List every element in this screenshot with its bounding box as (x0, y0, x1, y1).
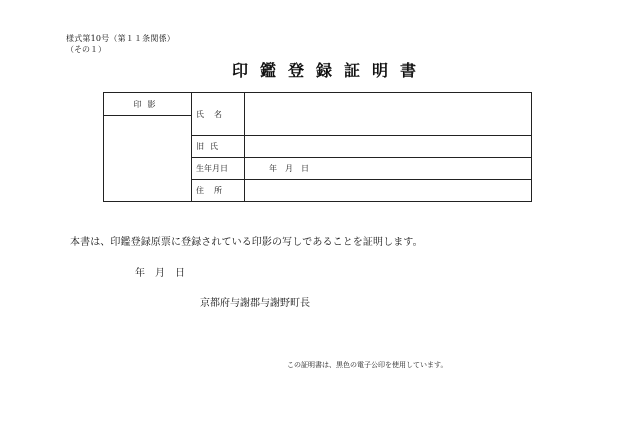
certification-statement: 本書は、印鑑登録原票に登録されている印影の写しであることを証明します。 (70, 237, 423, 248)
birthdate-value-cell (245, 158, 532, 180)
form-number: 様式第10号（第１１条関係） (66, 34, 175, 43)
name-value-cell (245, 93, 532, 136)
imprint-label-cell (104, 93, 192, 116)
document-title: 印鑑登録証明書 (231, 61, 428, 80)
birthdate-label: 生年月日 (196, 164, 228, 173)
issuer-name: 京都府与謝郡与謝野町長 (200, 298, 310, 309)
name-label: 氏名 (196, 109, 232, 119)
former-name-value-cell (245, 136, 532, 158)
name-row (104, 93, 532, 116)
name-label-cell (192, 93, 245, 136)
former-name-label-cell (192, 136, 245, 158)
address-label: 住所 (196, 186, 232, 195)
birthdate-value: 年 月 日 (269, 164, 309, 173)
certificate-table (103, 92, 532, 202)
imprint-label: 印影 (133, 99, 162, 109)
issue-date: 年 月 日 (135, 268, 185, 279)
birthdate-label-cell (192, 158, 245, 180)
form-sub-number: （その１） (66, 45, 106, 54)
address-value-cell (245, 180, 532, 202)
seal-note: この証明書は、黒色の電子公印を使用しています。 (287, 361, 448, 369)
address-label-cell (192, 180, 245, 202)
former-name-label: 旧氏 (196, 142, 224, 151)
imprint-area (104, 116, 192, 202)
